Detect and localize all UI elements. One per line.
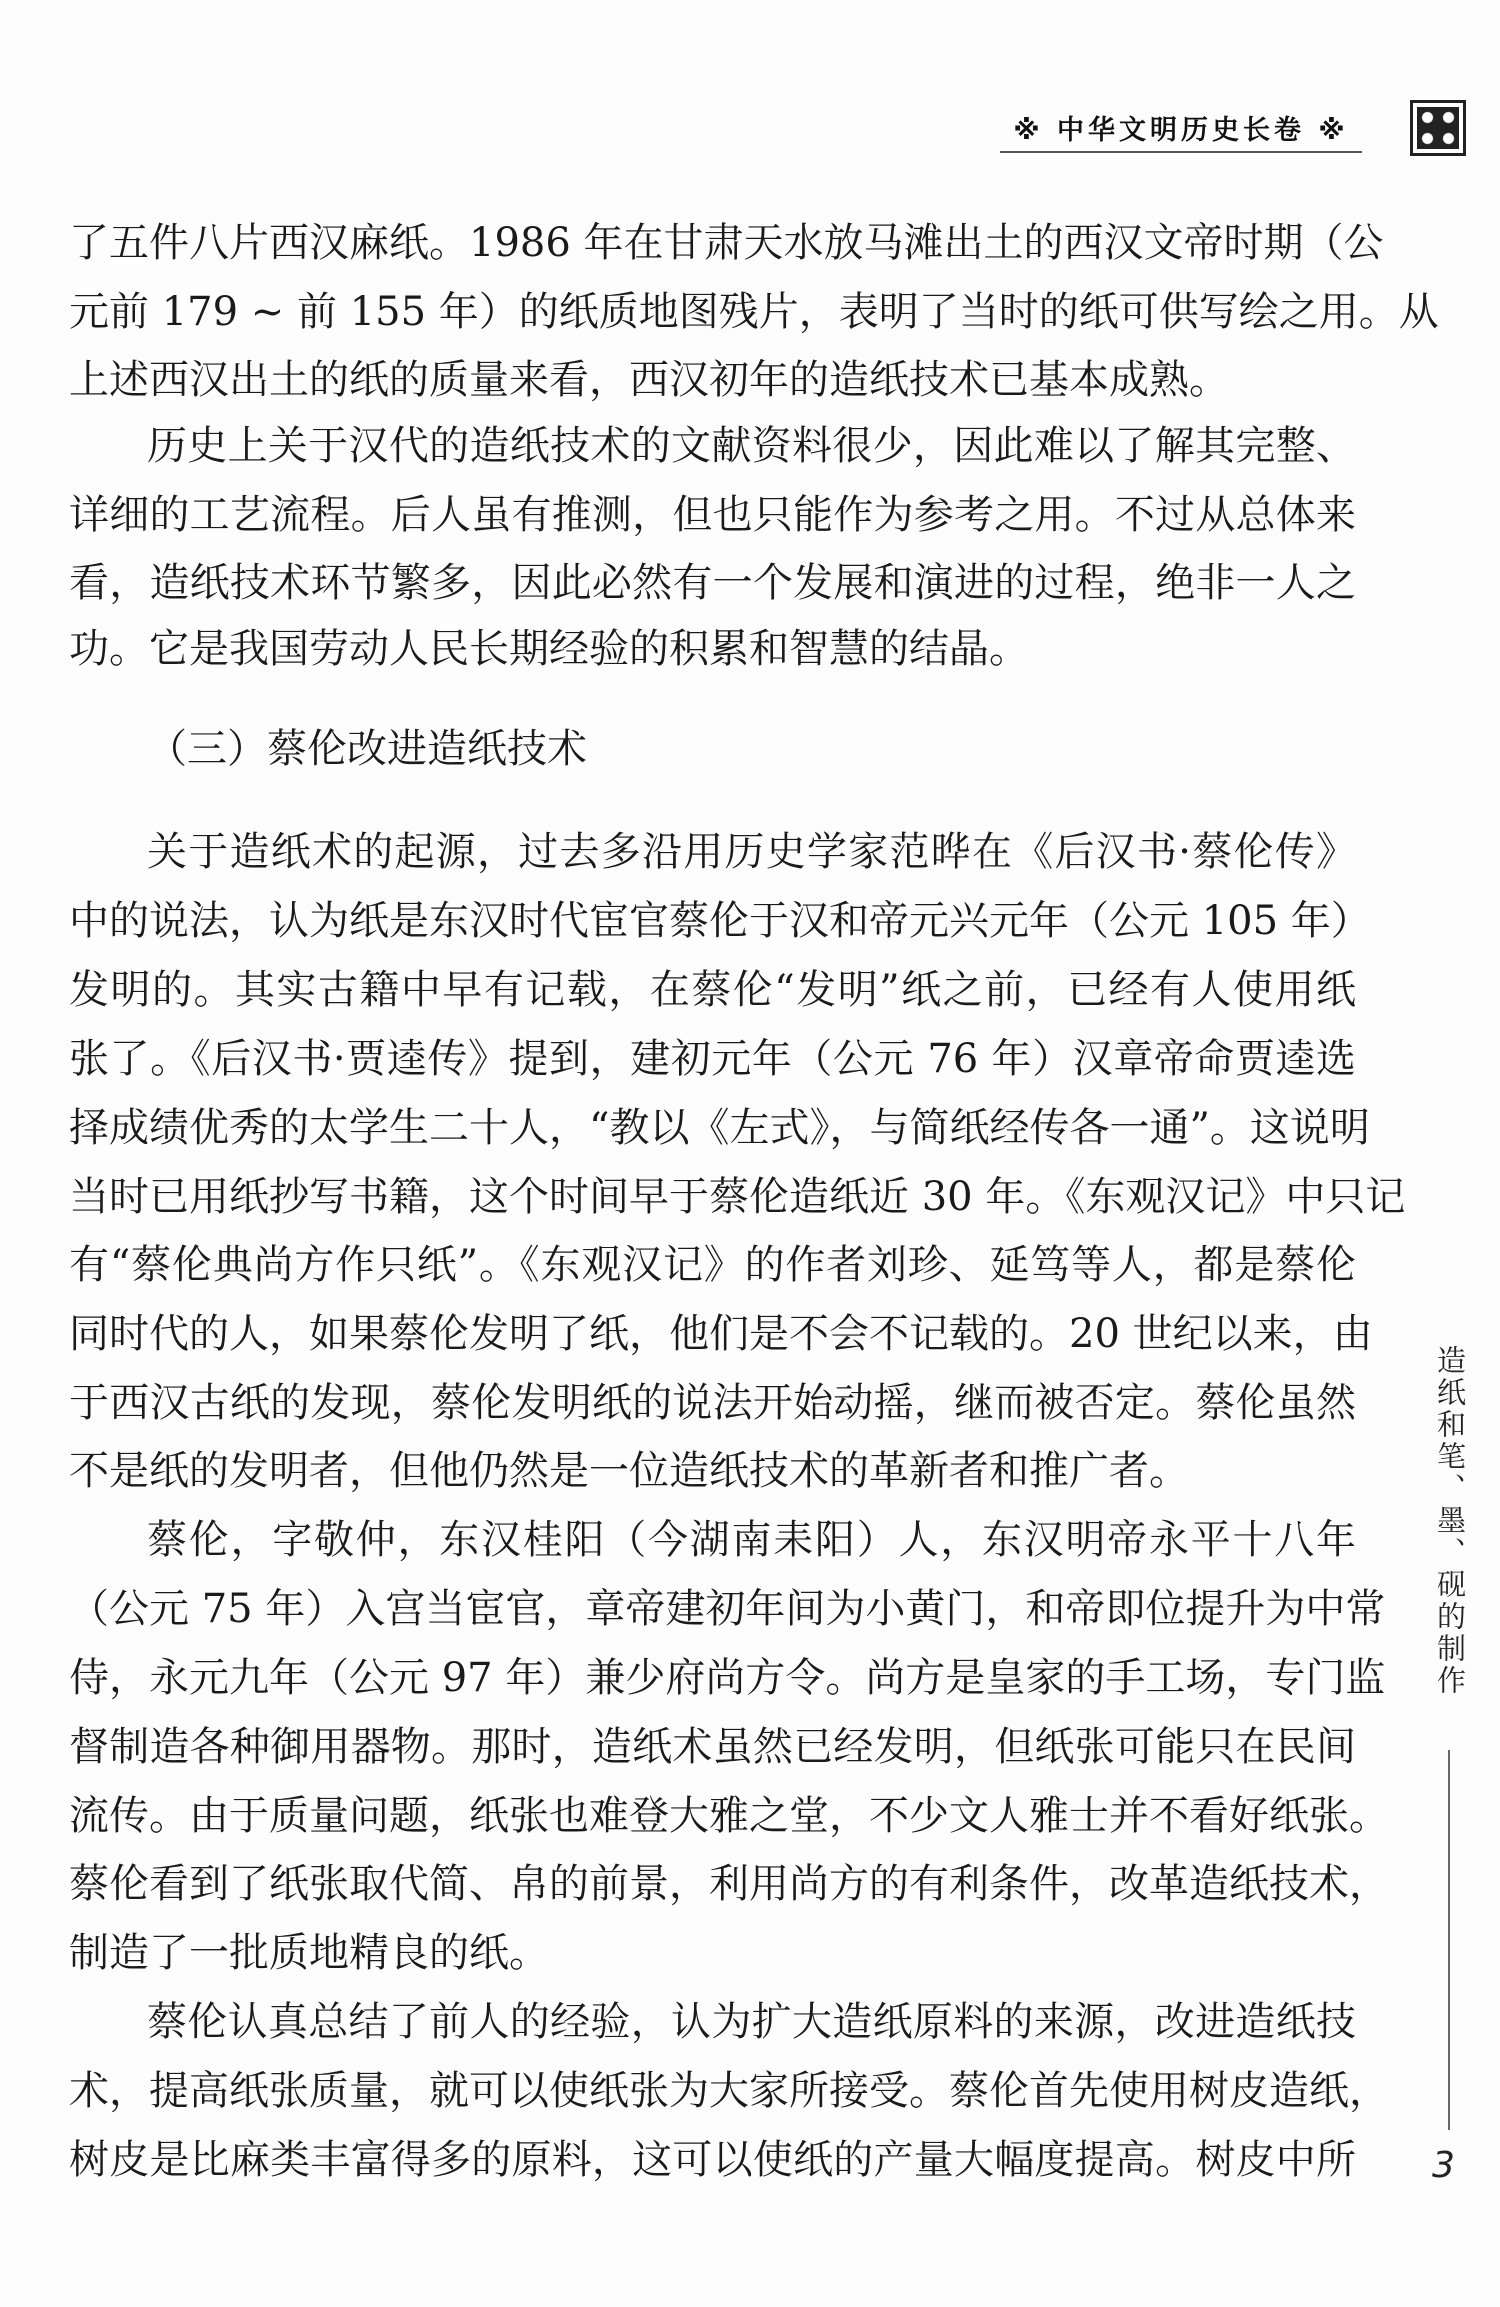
text-line: 历史上关于汉代的造纸技术的文献资料很少，因此难以了解其完整、	[147, 423, 1356, 469]
text-line: 当时已用纸抄写书籍，这个时间早于蔡伦造纸近 30 年。《东观汉记》中只记	[69, 1174, 1406, 1220]
section-heading: （三）蔡伦改进造纸技术	[147, 726, 587, 772]
chapter-side-label: 造纸和笔、墨、砚的制作	[1433, 1345, 1467, 1697]
text-line: 制造了一批质地精良的纸。	[69, 1930, 549, 1976]
text-line: 树皮是比麻类丰富得多的原料，这可以使纸的产量大幅度提高。树皮中所	[69, 2137, 1356, 2183]
text-line: 督制造各种御用器物。那时，造纸术虽然已经发明，但纸张可能只在民间	[69, 1724, 1356, 1770]
flower-emblem-icon	[1410, 100, 1466, 156]
text-line: 不是纸的发明者，但他仍然是一位造纸技术的革新者和推广者。	[69, 1448, 1189, 1494]
text-line: 同时代的人，如果蔡伦发明了纸，他们是不会不记载的。20 世纪以来，由	[69, 1311, 1373, 1357]
text-line: 了五件八片西汉麻纸。1986 年在甘肃天水放马滩出土的西汉文帝时期（公	[69, 220, 1384, 266]
text-line: 择成绩优秀的太学生二十人，“教以《左式》，与简纸经传各一通”。这说明	[69, 1105, 1370, 1151]
side-divider	[1448, 1750, 1450, 2130]
text-line: 上述西汉出土的纸的质量来看，西汉初年的造纸技术已基本成熟。	[69, 357, 1229, 403]
text-line: 关于造纸术的起源，过去多沿用历史学家范晔在《后汉书·蔡伦传》	[147, 829, 1356, 875]
text-line: 功。它是我国劳动人民长期经验的积累和智慧的结晶。	[69, 626, 1029, 672]
series-title: ※ 中华文明历史长卷 ※	[1013, 115, 1349, 146]
text-line: 有“蔡伦典尚方作只纸”。《东观汉记》的作者刘珍、延笃等人，都是蔡伦	[69, 1242, 1356, 1288]
text-line: 发明的。其实古籍中早有记载，在蔡伦“发明”纸之前，已经有人使用纸	[69, 967, 1356, 1013]
text-line: 术，提高纸张质量，就可以使纸张为大家所接受。蔡伦首先使用树皮造纸，	[69, 2068, 1389, 2114]
page-number: 3	[1432, 2145, 1455, 2186]
text-line: （公元 75 年）入宫当宦官，章帝建初年间为小黄门，和帝即位提升为中常	[69, 1586, 1386, 1632]
text-line: 看，造纸技术环节繁多，因此必然有一个发展和演进的过程，绝非一人之	[69, 560, 1356, 606]
text-line: 张了。《后汉书·贾逵传》提到，建初元年（公元 76 年）汉章帝命贾逵选	[69, 1036, 1356, 1082]
text-line: 元前 179 ~ 前 155 年）的纸质地图残片，表明了当时的纸可供写绘之用。从	[69, 289, 1439, 335]
text-line: 蔡伦看到了纸张取代简、帛的前景，利用尚方的有利条件，改革造纸技术，	[69, 1861, 1389, 1907]
text-line: 蔡伦，字敬仲，东汉桂阳（今湖南耒阳）人，东汉明帝永平十八年	[147, 1517, 1356, 1563]
text-line: 流传。由于质量问题，纸张也难登大雅之堂，不少文人雅士并不看好纸张。	[69, 1793, 1389, 1839]
text-line: 侍，永元九年（公元 97 年）兼少府尚方令。尚方是皇家的手工场，专门监	[69, 1655, 1386, 1701]
text-line: 中的说法，认为纸是东汉时代宦官蔡伦于汉和帝元兴元年（公元 105 年）	[69, 898, 1371, 944]
header-underline	[1000, 151, 1362, 153]
text-line: 蔡伦认真总结了前人的经验，认为扩大造纸原料的来源，改进造纸技	[147, 1999, 1356, 2045]
text-line: 于西汉古纸的发现，蔡伦发明纸的说法开始动摇，继而被否定。蔡伦虽然	[69, 1380, 1356, 1426]
text-line: 详细的工艺流程。后人虽有推测，但也只能作为参考之用。不过从总体来	[69, 492, 1356, 538]
